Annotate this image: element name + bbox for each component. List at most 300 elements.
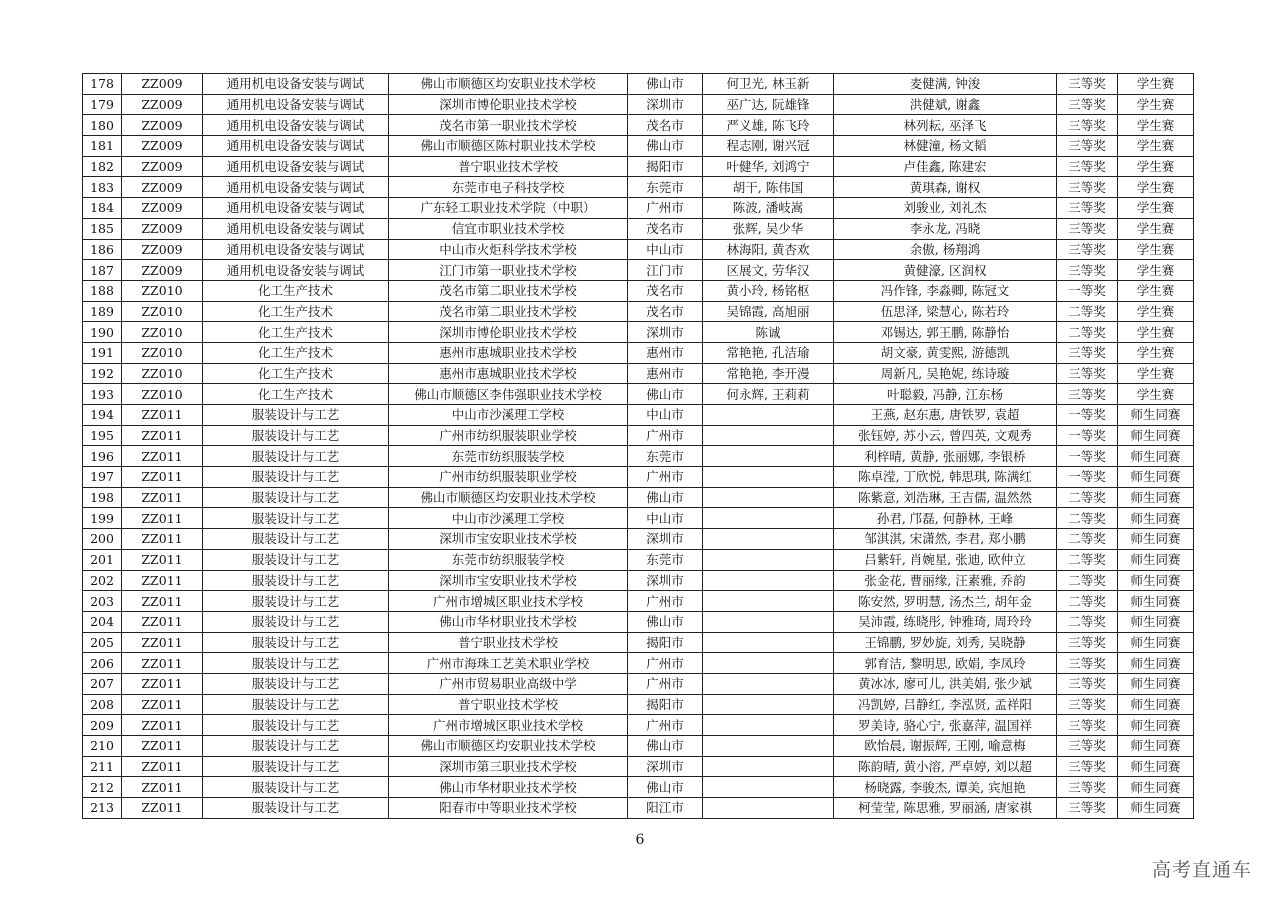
cell-event: 通用机电设备安装与调试 — [203, 74, 389, 95]
cell-contestants: 王锦鹏, 罗妙旋, 刘秀, 吴晓静 — [834, 632, 1057, 653]
cell-award: 三等奖 — [1057, 177, 1118, 198]
cell-school: 茂名市第二职业技术学校 — [389, 301, 628, 322]
cell-index: 191 — [83, 342, 122, 363]
cell-category: 学生赛 — [1118, 342, 1194, 363]
cell-category: 师生同赛 — [1118, 425, 1194, 446]
cell-category: 学生赛 — [1118, 198, 1194, 219]
cell-index: 200 — [83, 529, 122, 550]
cell-school: 东莞市纺织服装学校 — [389, 549, 628, 570]
cell-index: 201 — [83, 549, 122, 570]
cell-city: 广州市 — [628, 198, 703, 219]
cell-coaches: 黄小玲, 杨铭枢 — [703, 280, 834, 301]
cell-index: 212 — [83, 777, 122, 798]
cell-index: 209 — [83, 715, 122, 736]
cell-award: 二等奖 — [1057, 549, 1118, 570]
cell-category: 学生赛 — [1118, 94, 1194, 115]
cell-award: 三等奖 — [1057, 798, 1118, 819]
cell-event: 服装设计与工艺 — [203, 529, 389, 550]
cell-code: ZZ011 — [122, 611, 203, 632]
table-row — [83, 280, 1194, 301]
cell-index: 178 — [83, 74, 122, 95]
cell-event: 服装设计与工艺 — [203, 632, 389, 653]
cell-contestants: 王燕, 赵东惠, 唐铁罗, 袁超 — [834, 405, 1057, 426]
cell-city: 东莞市 — [628, 177, 703, 198]
table-row — [83, 425, 1194, 446]
cell-index: 195 — [83, 425, 122, 446]
cell-coaches — [703, 529, 834, 550]
table-row — [83, 632, 1194, 653]
cell-city: 揭阳市 — [628, 632, 703, 653]
cell-award: 二等奖 — [1057, 591, 1118, 612]
cell-award: 三等奖 — [1057, 673, 1118, 694]
cell-index: 198 — [83, 487, 122, 508]
cell-code: ZZ011 — [122, 756, 203, 777]
cell-school: 惠州市惠城职业技术学校 — [389, 342, 628, 363]
cell-code: ZZ010 — [122, 280, 203, 301]
cell-code: ZZ011 — [122, 508, 203, 529]
cell-event: 通用机电设备安装与调试 — [203, 156, 389, 177]
cell-code: ZZ011 — [122, 673, 203, 694]
cell-award: 三等奖 — [1057, 260, 1118, 281]
cell-index: 186 — [83, 239, 122, 260]
cell-contestants: 吕紫轩, 肖婉星, 张迪, 欧仲立 — [834, 549, 1057, 570]
table-row — [83, 218, 1194, 239]
cell-code: ZZ011 — [122, 694, 203, 715]
table-row — [83, 673, 1194, 694]
cell-coaches: 叶健华, 刘鸿宁 — [703, 156, 834, 177]
table-row — [83, 467, 1194, 488]
cell-contestants: 孙君, 邝磊, 何静林, 王峰 — [834, 508, 1057, 529]
cell-category: 学生赛 — [1118, 218, 1194, 239]
table-row — [83, 136, 1194, 157]
cell-contestants: 林健潼, 杨文韬 — [834, 136, 1057, 157]
cell-category: 师生同赛 — [1118, 653, 1194, 674]
cell-category: 师生同赛 — [1118, 736, 1194, 757]
cell-city: 阳江市 — [628, 798, 703, 819]
cell-event: 通用机电设备安装与调试 — [203, 136, 389, 157]
cell-event: 服装设计与工艺 — [203, 653, 389, 674]
cell-city: 广州市 — [628, 425, 703, 446]
cell-city: 佛山市 — [628, 136, 703, 157]
cell-event: 化工生产技术 — [203, 363, 389, 384]
cell-code: ZZ011 — [122, 798, 203, 819]
cell-event: 通用机电设备安装与调试 — [203, 198, 389, 219]
table-body — [83, 74, 1194, 819]
cell-coaches: 区展文, 劳华汉 — [703, 260, 834, 281]
cell-school: 普宁职业技术学校 — [389, 694, 628, 715]
cell-code: ZZ009 — [122, 198, 203, 219]
cell-category: 学生赛 — [1118, 384, 1194, 405]
cell-award: 二等奖 — [1057, 508, 1118, 529]
cell-school: 深圳市第三职业技术学校 — [389, 756, 628, 777]
cell-event: 服装设计与工艺 — [203, 777, 389, 798]
cell-school: 普宁职业技术学校 — [389, 156, 628, 177]
cell-code: ZZ011 — [122, 777, 203, 798]
cell-school: 深圳市博伦职业技术学校 — [389, 322, 628, 343]
cell-index: 194 — [83, 405, 122, 426]
page-number: 6 — [635, 832, 645, 848]
table-row — [83, 508, 1194, 529]
cell-code: ZZ009 — [122, 94, 203, 115]
cell-award: 二等奖 — [1057, 487, 1118, 508]
cell-city: 东莞市 — [628, 549, 703, 570]
cell-contestants: 吴沛霞, 练晓彤, 钟雅琦, 周玲玲 — [834, 611, 1057, 632]
cell-contestants: 罗美诗, 骆心宁, 张嘉萍, 温国祥 — [834, 715, 1057, 736]
cell-code: ZZ009 — [122, 177, 203, 198]
cell-city: 惠州市 — [628, 363, 703, 384]
cell-event: 服装设计与工艺 — [203, 591, 389, 612]
table-row — [83, 322, 1194, 343]
cell-event: 通用机电设备安装与调试 — [203, 94, 389, 115]
cell-code: ZZ010 — [122, 322, 203, 343]
cell-contestants: 张金花, 曹丽缘, 汪素雅, 乔韵 — [834, 570, 1057, 591]
cell-code: ZZ011 — [122, 715, 203, 736]
cell-code: ZZ011 — [122, 425, 203, 446]
cell-award: 三等奖 — [1057, 384, 1118, 405]
cell-contestants: 黄冰冰, 廖可儿, 洪美娟, 张少斌 — [834, 673, 1057, 694]
cell-coaches: 胡干, 陈伟国 — [703, 177, 834, 198]
cell-event: 通用机电设备安装与调试 — [203, 260, 389, 281]
cell-category: 师生同赛 — [1118, 467, 1194, 488]
cell-event: 化工生产技术 — [203, 280, 389, 301]
cell-contestants: 林列耘, 巫泽飞 — [834, 115, 1057, 136]
cell-index: 210 — [83, 736, 122, 757]
cell-event: 通用机电设备安装与调试 — [203, 115, 389, 136]
cell-index: 199 — [83, 508, 122, 529]
cell-event: 化工生产技术 — [203, 301, 389, 322]
cell-event: 服装设计与工艺 — [203, 425, 389, 446]
cell-award: 三等奖 — [1057, 736, 1118, 757]
cell-category: 师生同赛 — [1118, 591, 1194, 612]
cell-index: 179 — [83, 94, 122, 115]
cell-contestants: 陈安然, 罗明慧, 汤杰兰, 胡年金 — [834, 591, 1057, 612]
cell-coaches: 常艳艳, 孔洁瑜 — [703, 342, 834, 363]
cell-city: 惠州市 — [628, 342, 703, 363]
cell-code: ZZ011 — [122, 632, 203, 653]
cell-coaches — [703, 570, 834, 591]
table-row — [83, 756, 1194, 777]
cell-index: 213 — [83, 798, 122, 819]
cell-award: 一等奖 — [1057, 280, 1118, 301]
table-row — [83, 260, 1194, 281]
table-row — [83, 198, 1194, 219]
cell-index: 188 — [83, 280, 122, 301]
cell-category: 师生同赛 — [1118, 673, 1194, 694]
cell-event: 服装设计与工艺 — [203, 715, 389, 736]
cell-code: ZZ009 — [122, 115, 203, 136]
cell-coaches — [703, 467, 834, 488]
cell-code: ZZ009 — [122, 74, 203, 95]
cell-city: 中山市 — [628, 239, 703, 260]
cell-school: 佛山市顺德区均安职业技术学校 — [389, 74, 628, 95]
cell-code: ZZ011 — [122, 446, 203, 467]
cell-award: 三等奖 — [1057, 756, 1118, 777]
cell-city: 广州市 — [628, 673, 703, 694]
cell-category: 学生赛 — [1118, 177, 1194, 198]
cell-event: 通用机电设备安装与调试 — [203, 177, 389, 198]
cell-award: 三等奖 — [1057, 239, 1118, 260]
cell-contestants: 黄琪森, 谢权 — [834, 177, 1057, 198]
cell-coaches — [703, 591, 834, 612]
cell-school: 广州市贸易职业高级中学 — [389, 673, 628, 694]
cell-coaches: 张辉, 吴少华 — [703, 218, 834, 239]
cell-city: 广州市 — [628, 467, 703, 488]
cell-coaches — [703, 487, 834, 508]
cell-city: 深圳市 — [628, 570, 703, 591]
cell-code: ZZ011 — [122, 591, 203, 612]
cell-coaches: 巫广达, 阮雄锋 — [703, 94, 834, 115]
cell-coaches — [703, 653, 834, 674]
cell-contestants: 陈紫意, 刘浩琳, 王吉儒, 温然然 — [834, 487, 1057, 508]
cell-index: 197 — [83, 467, 122, 488]
cell-contestants: 黄健濠, 区润权 — [834, 260, 1057, 281]
cell-category: 师生同赛 — [1118, 529, 1194, 550]
table-row — [83, 736, 1194, 757]
cell-category: 师生同赛 — [1118, 756, 1194, 777]
cell-award: 二等奖 — [1057, 570, 1118, 591]
cell-category: 师生同赛 — [1118, 798, 1194, 819]
table-row — [83, 694, 1194, 715]
cell-code: ZZ009 — [122, 156, 203, 177]
cell-index: 206 — [83, 653, 122, 674]
cell-index: 207 — [83, 673, 122, 694]
cell-city: 广州市 — [628, 591, 703, 612]
cell-index: 203 — [83, 591, 122, 612]
cell-school: 茂名市第二职业技术学校 — [389, 280, 628, 301]
cell-category: 师生同赛 — [1118, 570, 1194, 591]
cell-school: 深圳市宝安职业技术学校 — [389, 529, 628, 550]
cell-coaches — [703, 673, 834, 694]
cell-code: ZZ010 — [122, 363, 203, 384]
cell-contestants: 胡文豪, 黄雯熙, 游德凯 — [834, 342, 1057, 363]
cell-award: 三等奖 — [1057, 342, 1118, 363]
cell-award: 三等奖 — [1057, 94, 1118, 115]
cell-category: 学生赛 — [1118, 322, 1194, 343]
cell-code: ZZ010 — [122, 301, 203, 322]
cell-coaches — [703, 632, 834, 653]
cell-event: 化工生产技术 — [203, 384, 389, 405]
cell-city: 深圳市 — [628, 756, 703, 777]
cell-event: 服装设计与工艺 — [203, 756, 389, 777]
cell-award: 一等奖 — [1057, 446, 1118, 467]
cell-city: 茂名市 — [628, 280, 703, 301]
cell-school: 广州市纺织服装职业学校 — [389, 467, 628, 488]
table-row — [83, 363, 1194, 384]
cell-index: 182 — [83, 156, 122, 177]
cell-award: 三等奖 — [1057, 694, 1118, 715]
cell-school: 广州市纺织服装职业学校 — [389, 425, 628, 446]
cell-city: 佛山市 — [628, 777, 703, 798]
cell-contestants: 陈韵晴, 黄小溶, 严卓婷, 刘以超 — [834, 756, 1057, 777]
table-row — [83, 446, 1194, 467]
cell-award: 二等奖 — [1057, 611, 1118, 632]
cell-category: 学生赛 — [1118, 136, 1194, 157]
cell-coaches: 吴锦霞, 高旭丽 — [703, 301, 834, 322]
cell-school: 佛山市华材职业技术学校 — [389, 777, 628, 798]
cell-coaches — [703, 756, 834, 777]
cell-award: 三等奖 — [1057, 136, 1118, 157]
cell-category: 师生同赛 — [1118, 405, 1194, 426]
cell-award: 三等奖 — [1057, 632, 1118, 653]
cell-code: ZZ011 — [122, 736, 203, 757]
cell-coaches — [703, 425, 834, 446]
cell-event: 服装设计与工艺 — [203, 549, 389, 570]
cell-category: 师生同赛 — [1118, 487, 1194, 508]
cell-city: 揭阳市 — [628, 694, 703, 715]
cell-award: 三等奖 — [1057, 156, 1118, 177]
cell-award: 二等奖 — [1057, 301, 1118, 322]
cell-contestants: 卢佳鑫, 陈建宏 — [834, 156, 1057, 177]
cell-award: 一等奖 — [1057, 425, 1118, 446]
cell-contestants: 陈卓滢, 丁欣悦, 韩思琪, 陈满红 — [834, 467, 1057, 488]
table-row — [83, 611, 1194, 632]
cell-coaches: 陈波, 潘岐嵩 — [703, 198, 834, 219]
cell-category: 学生赛 — [1118, 260, 1194, 281]
cell-award: 一等奖 — [1057, 467, 1118, 488]
cell-contestants: 欧怡晨, 谢振辉, 王刚, 喻意梅 — [834, 736, 1057, 757]
cell-code: ZZ011 — [122, 653, 203, 674]
cell-event: 服装设计与工艺 — [203, 508, 389, 529]
cell-category: 师生同赛 — [1118, 694, 1194, 715]
cell-category: 学生赛 — [1118, 156, 1194, 177]
cell-award: 三等奖 — [1057, 198, 1118, 219]
cell-event: 化工生产技术 — [203, 342, 389, 363]
cell-event: 通用机电设备安装与调试 — [203, 218, 389, 239]
table-row — [83, 156, 1194, 177]
cell-city: 广州市 — [628, 715, 703, 736]
cell-category: 学生赛 — [1118, 115, 1194, 136]
cell-code: ZZ009 — [122, 218, 203, 239]
cell-index: 189 — [83, 301, 122, 322]
cell-coaches: 严义雄, 陈飞玲 — [703, 115, 834, 136]
cell-category: 师生同赛 — [1118, 508, 1194, 529]
cell-city: 中山市 — [628, 405, 703, 426]
cell-city: 深圳市 — [628, 529, 703, 550]
cell-category: 师生同赛 — [1118, 777, 1194, 798]
cell-award: 三等奖 — [1057, 115, 1118, 136]
cell-contestants: 柯莹莹, 陈思雅, 罗丽涵, 唐家祺 — [834, 798, 1057, 819]
cell-contestants: 郭育洁, 黎明思, 欧娟, 李凤玲 — [834, 653, 1057, 674]
cell-coaches: 何卫光, 林玉新 — [703, 74, 834, 95]
cell-award: 三等奖 — [1057, 218, 1118, 239]
table-row — [83, 301, 1194, 322]
cell-school: 惠州市惠城职业技术学校 — [389, 363, 628, 384]
table-row — [83, 239, 1194, 260]
cell-school: 中山市火炬科学技术学校 — [389, 239, 628, 260]
cell-category: 学生赛 — [1118, 301, 1194, 322]
cell-event: 服装设计与工艺 — [203, 694, 389, 715]
cell-code: ZZ011 — [122, 570, 203, 591]
cell-award: 三等奖 — [1057, 363, 1118, 384]
table-row — [83, 777, 1194, 798]
cell-city: 深圳市 — [628, 322, 703, 343]
cell-category: 师生同赛 — [1118, 446, 1194, 467]
cell-event: 服装设计与工艺 — [203, 736, 389, 757]
cell-code: ZZ010 — [122, 384, 203, 405]
cell-code: ZZ011 — [122, 487, 203, 508]
cell-category: 师生同赛 — [1118, 549, 1194, 570]
table-row — [83, 549, 1194, 570]
cell-city: 深圳市 — [628, 94, 703, 115]
cell-code: ZZ009 — [122, 136, 203, 157]
cell-coaches — [703, 549, 834, 570]
cell-school: 江门市第一职业技术学校 — [389, 260, 628, 281]
table-row — [83, 591, 1194, 612]
cell-school: 佛山市顺德区陈村职业技术学校 — [389, 136, 628, 157]
cell-event: 化工生产技术 — [203, 322, 389, 343]
table-row — [83, 570, 1194, 591]
cell-contestants: 冯凯婷, 吕静红, 李泓贤, 孟祥阳 — [834, 694, 1057, 715]
cell-contestants: 张钰婷, 苏小云, 曾四英, 文观秀 — [834, 425, 1057, 446]
cell-code: ZZ009 — [122, 260, 203, 281]
cell-coaches — [703, 405, 834, 426]
table-row — [83, 342, 1194, 363]
cell-category: 学生赛 — [1118, 363, 1194, 384]
cell-city: 佛山市 — [628, 611, 703, 632]
cell-school: 广州市增城区职业技术学校 — [389, 715, 628, 736]
cell-award: 三等奖 — [1057, 715, 1118, 736]
cell-contestants: 叶聪毅, 冯静, 江东杨 — [834, 384, 1057, 405]
cell-city: 佛山市 — [628, 736, 703, 757]
cell-city: 广州市 — [628, 653, 703, 674]
cell-school: 广州市增城区职业技术学校 — [389, 591, 628, 612]
table-row — [83, 115, 1194, 136]
table-row — [83, 529, 1194, 550]
watermark: 高考直通车 — [1151, 859, 1252, 881]
cell-city: 佛山市 — [628, 384, 703, 405]
cell-category: 学生赛 — [1118, 239, 1194, 260]
cell-index: 181 — [83, 136, 122, 157]
cell-event: 服装设计与工艺 — [203, 570, 389, 591]
table-row — [83, 74, 1194, 95]
table-row — [83, 798, 1194, 819]
cell-city: 茂名市 — [628, 115, 703, 136]
cell-school: 佛山市顺德区李伟强职业技术学校 — [389, 384, 628, 405]
cell-coaches — [703, 611, 834, 632]
cell-category: 师生同赛 — [1118, 632, 1194, 653]
cell-contestants: 刘骏业, 刘礼杰 — [834, 198, 1057, 219]
cell-school: 深圳市博伦职业技术学校 — [389, 94, 628, 115]
cell-event: 服装设计与工艺 — [203, 467, 389, 488]
cell-index: 183 — [83, 177, 122, 198]
table-row — [83, 405, 1194, 426]
cell-event: 服装设计与工艺 — [203, 798, 389, 819]
cell-school: 茂名市第一职业技术学校 — [389, 115, 628, 136]
cell-coaches: 林海阳, 黄杏欢 — [703, 239, 834, 260]
cell-contestants: 利梓晴, 黄静, 张丽娜, 李银桥 — [834, 446, 1057, 467]
cell-coaches — [703, 777, 834, 798]
cell-index: 208 — [83, 694, 122, 715]
cell-event: 服装设计与工艺 — [203, 487, 389, 508]
cell-code: ZZ011 — [122, 467, 203, 488]
cell-event: 服装设计与工艺 — [203, 673, 389, 694]
cell-city: 揭阳市 — [628, 156, 703, 177]
cell-contestants: 杨晓露, 李骏杰, 谭美, 宾旭艳 — [834, 777, 1057, 798]
cell-event: 服装设计与工艺 — [203, 611, 389, 632]
table-row — [83, 384, 1194, 405]
cell-city: 东莞市 — [628, 446, 703, 467]
cell-contestants: 周新凡, 吴艳妮, 练诗璇 — [834, 363, 1057, 384]
cell-award: 三等奖 — [1057, 74, 1118, 95]
cell-code: ZZ009 — [122, 239, 203, 260]
cell-city: 江门市 — [628, 260, 703, 281]
cell-school: 佛山市顺德区均安职业技术学校 — [389, 736, 628, 757]
cell-contestants: 冯作锋, 李淼卿, 陈冠文 — [834, 280, 1057, 301]
cell-coaches: 陈诚 — [703, 322, 834, 343]
cell-school: 信宜市职业技术学校 — [389, 218, 628, 239]
cell-award: 一等奖 — [1057, 405, 1118, 426]
cell-school: 阳春市中等职业技术学校 — [389, 798, 628, 819]
